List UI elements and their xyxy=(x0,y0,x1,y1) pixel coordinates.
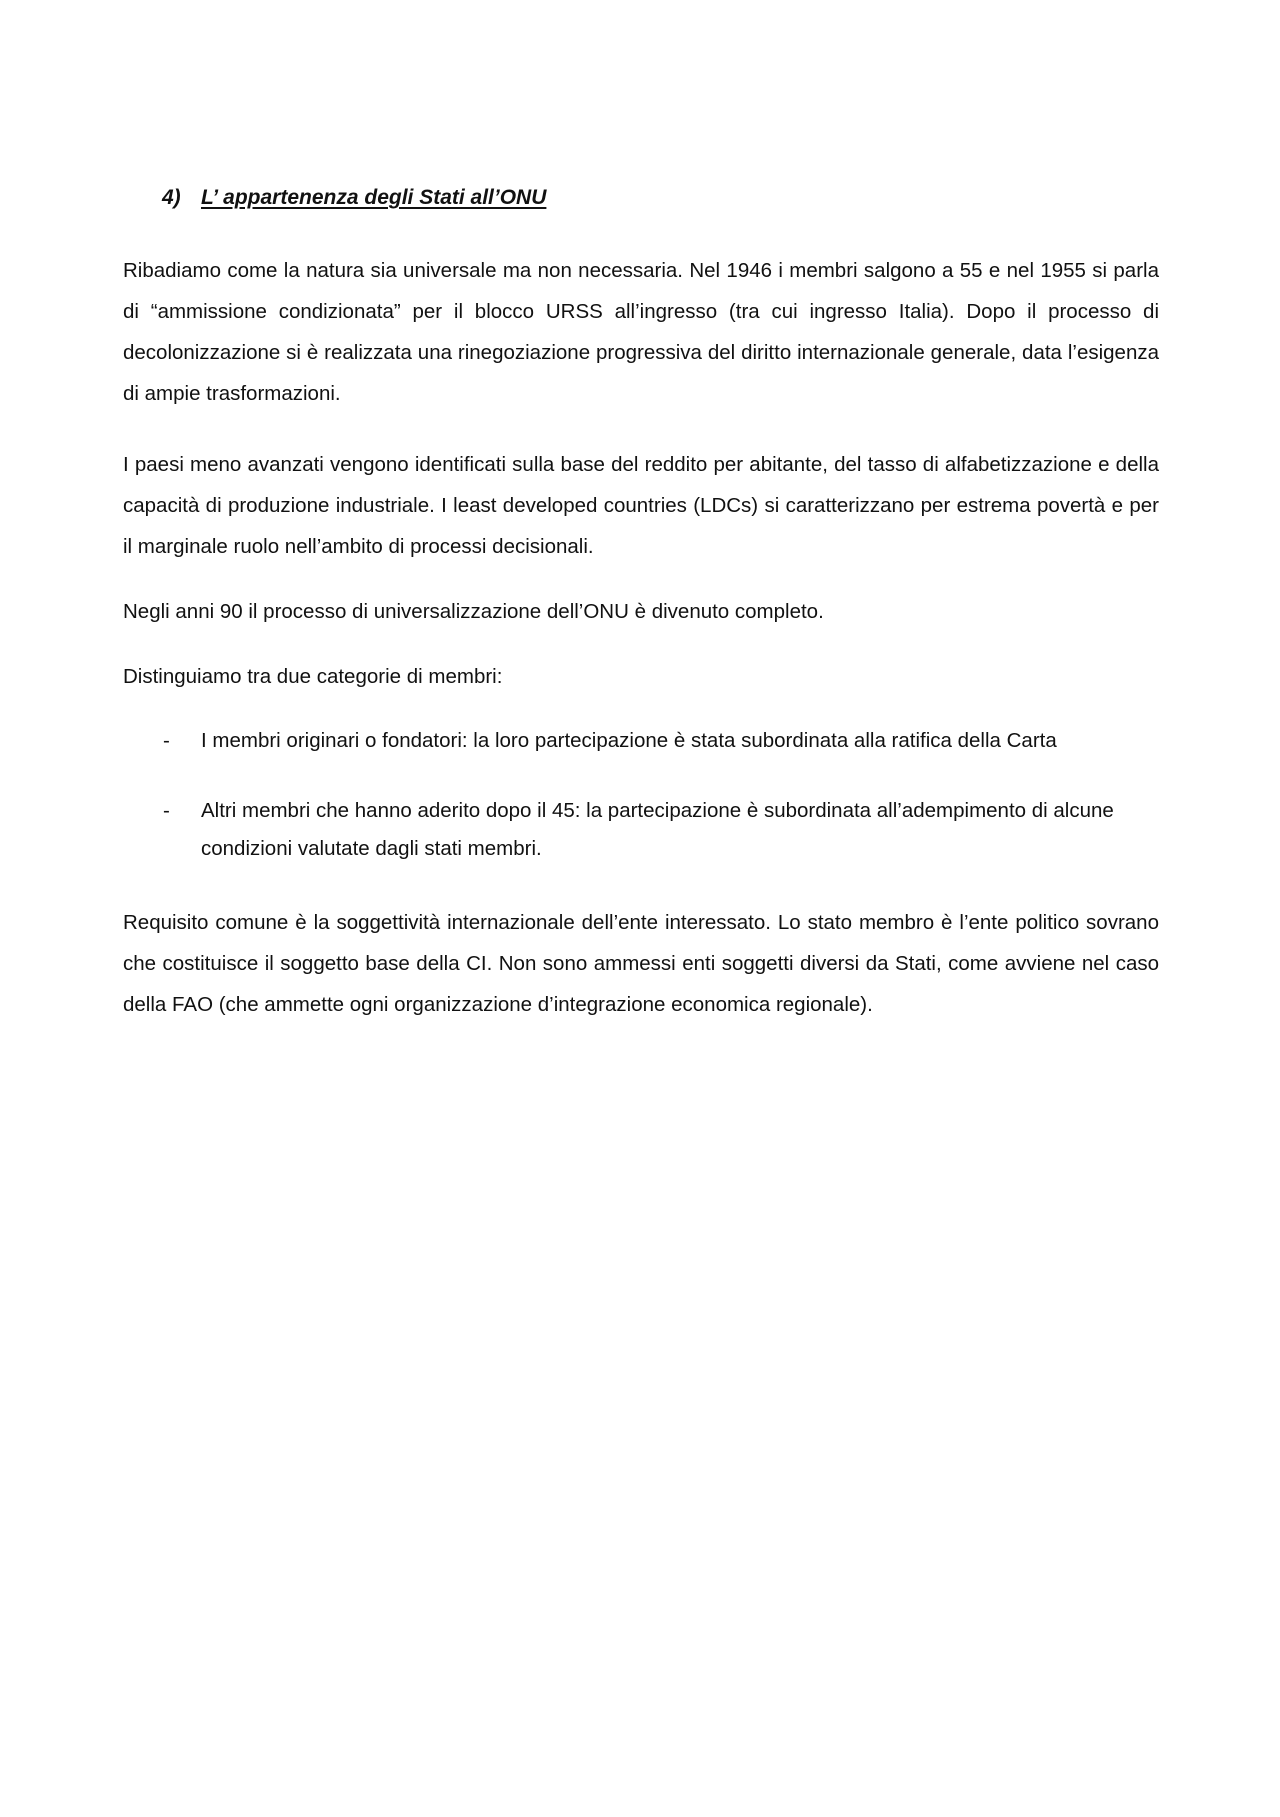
list-item-text: Altri membri che hanno aderito dopo il 45: la partecipazione è subordinata all’adempimento di alcune condizioni valutate dagli stati membri. xyxy=(201,799,1114,860)
paragraph-common-requirement: Requisito comune è la soggettività internazionale dell’ente interessato. Lo stato membro è l’ente politico sovrano che costituisce il soggetto base della CI. Non sono ammessi enti soggetti diversi da Stati, come avviene nel caso della FAO (che ammette ogni organizzazione d’integrazione economica regionale). xyxy=(123,911,1159,1016)
list-item-text: I membri originari o fondatori: la loro partecipazione è stata subordinata alla ratifica della Carta xyxy=(201,729,1057,752)
paragraph-universalization: Negli anni 90 il processo di universalizzazione dell’ONU è divenuto completo. xyxy=(123,600,824,623)
paragraph-member-categories-intro: Distinguiamo tra due categorie di membri: xyxy=(123,665,503,688)
section-heading xyxy=(162,183,546,213)
section-number: 4) xyxy=(162,186,181,209)
section-title: L’ appartenenza degli Stati all’ONU xyxy=(201,186,547,209)
list-dash: - xyxy=(163,729,170,752)
list-dash: - xyxy=(163,799,170,822)
paragraph-least-developed-countries: I paesi meno avanzati vengono identificati sulla base del reddito per abitante, del tasso di alfabetizzazione e della capacità di produzione industriale. I least developed countries (LDCs) si caratterizzano per estrema povertà e per il marginale ruolo nell’ambito di processi decisionali. xyxy=(123,453,1159,558)
paragraph-membership-history: Ribadiamo come la natura sia universale ma non necessaria. Nel 1946 i membri salgono a 55 e nel 1955 si parla di “ammissione condizionata” per il blocco URSS all’ingresso (tra cui ingresso Italia). Dopo il processo di decolonizzazione si è realizzata una rinegoziazione progressiva del diritto internazionale generale, data l’esigenza di ampie trasformazioni. xyxy=(123,259,1159,405)
